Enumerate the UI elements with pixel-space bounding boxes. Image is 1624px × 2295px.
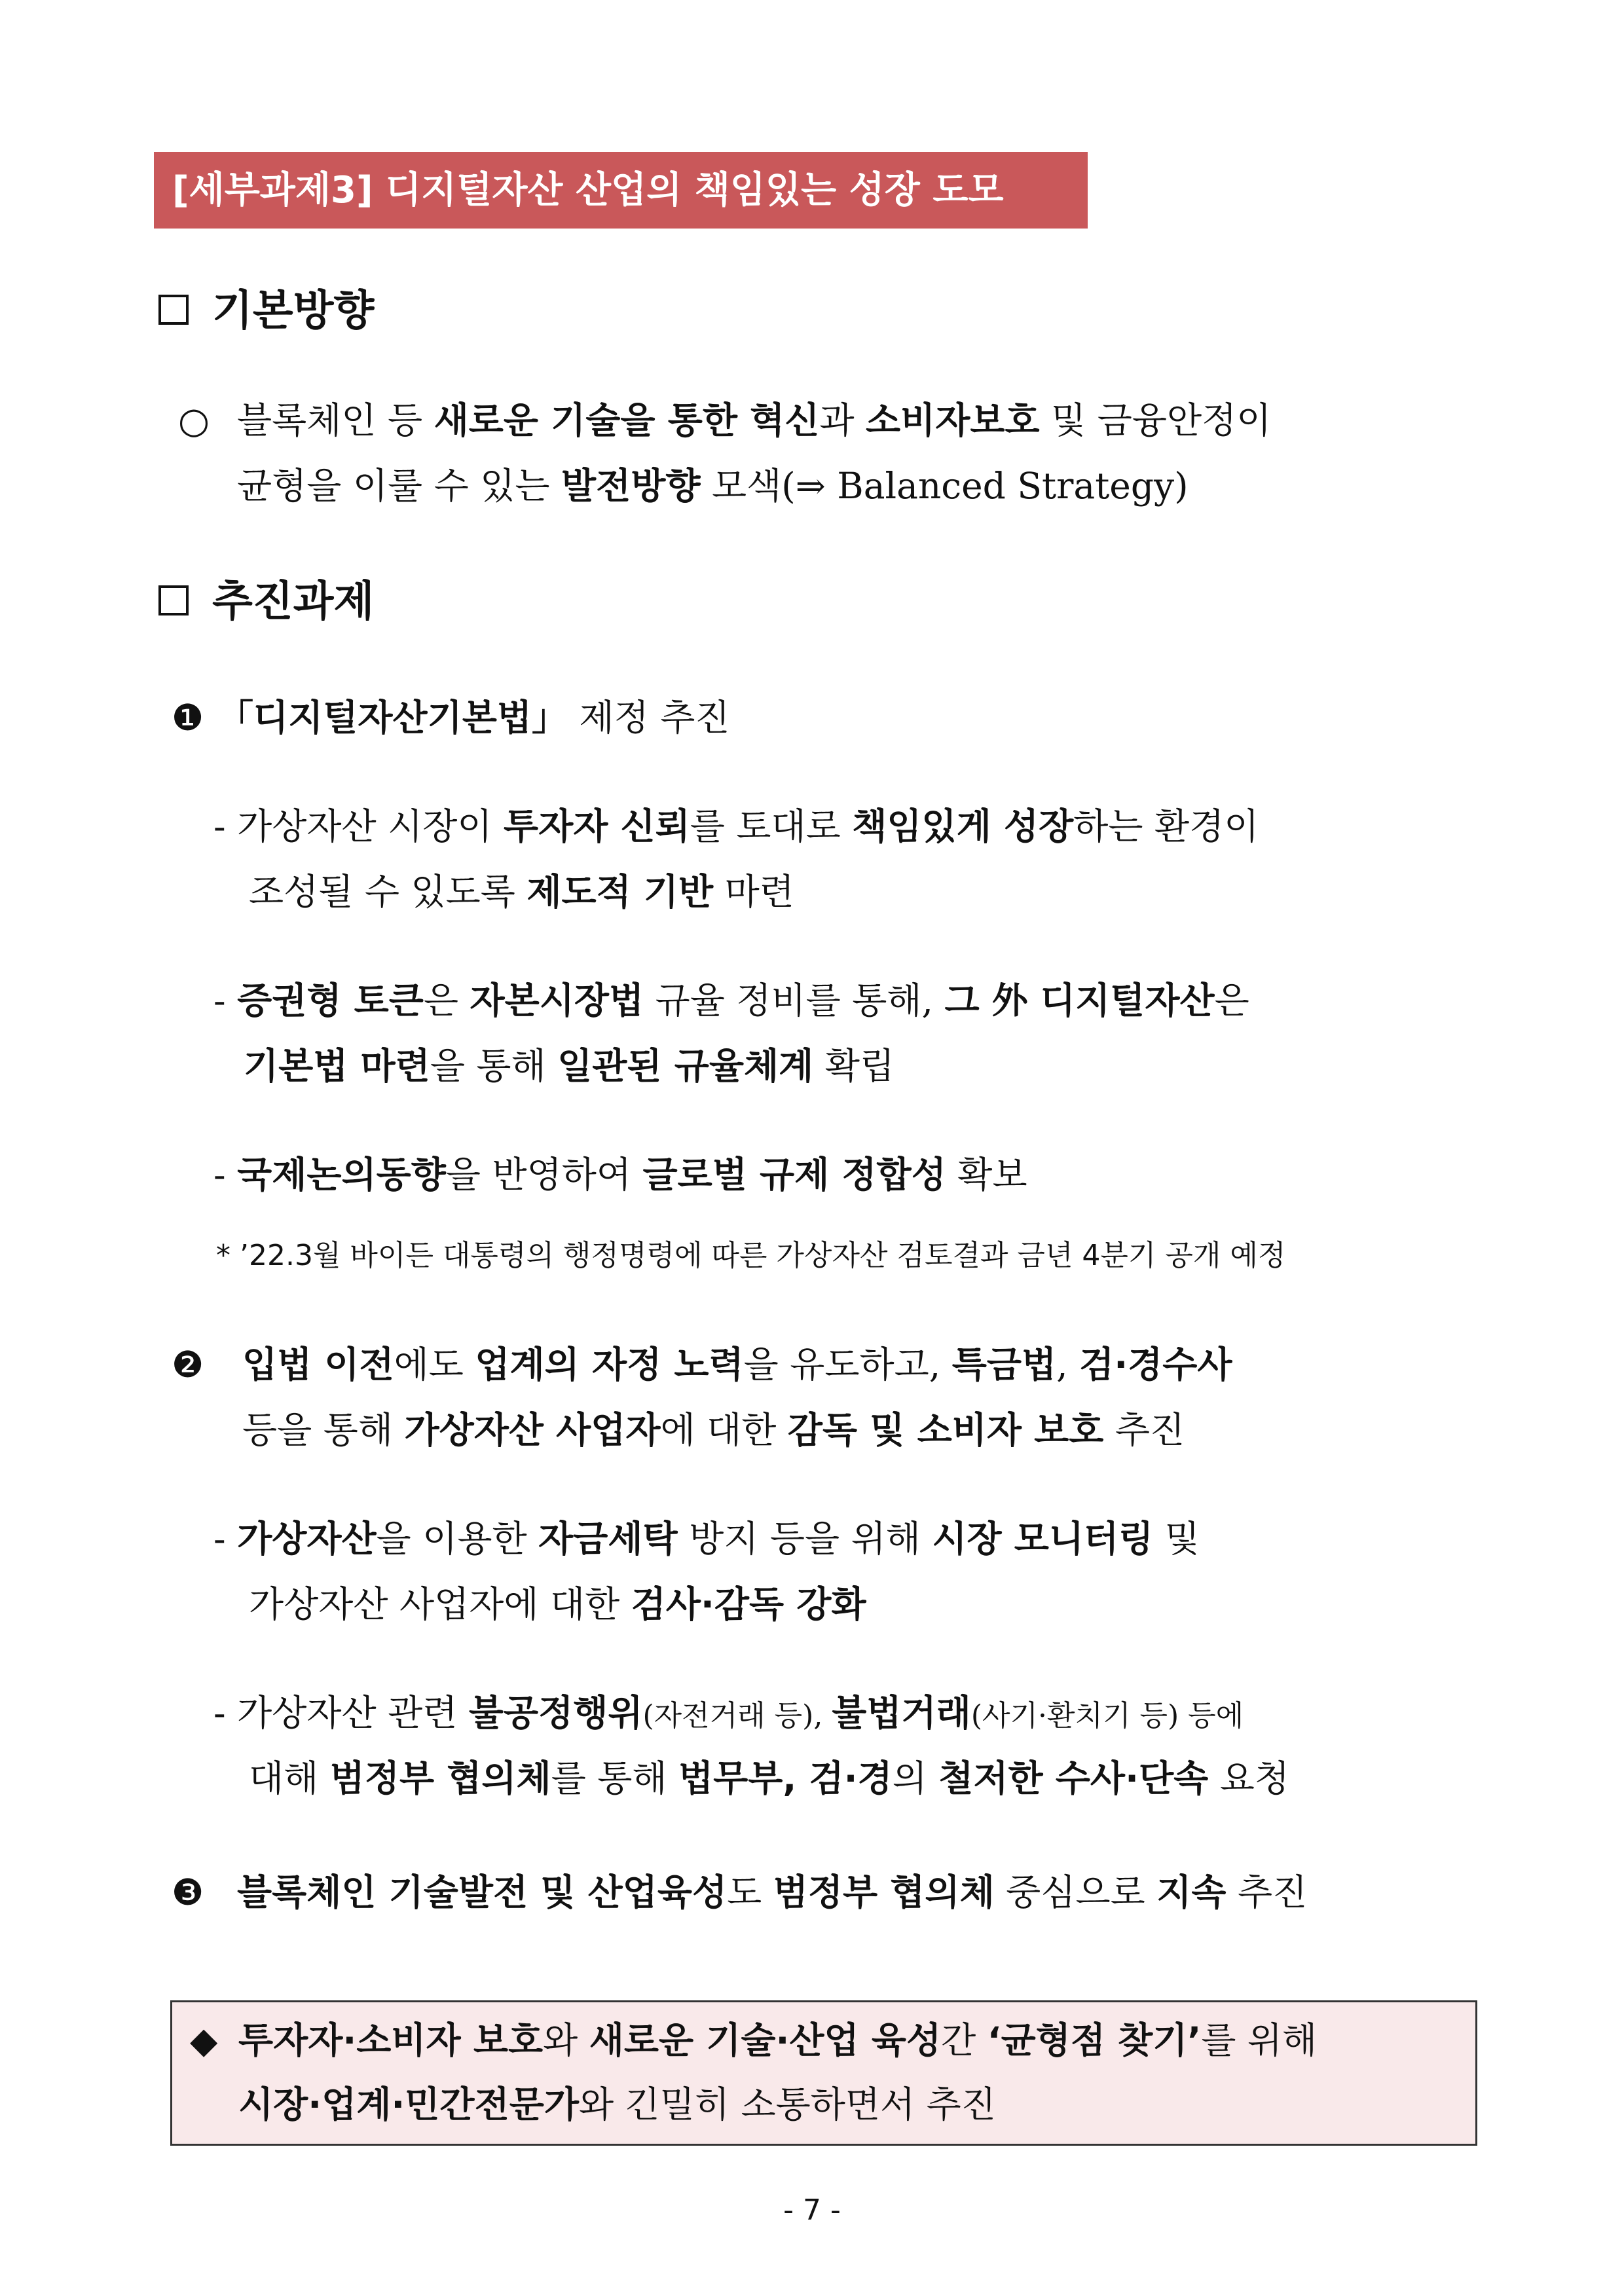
circle-bullet-icon: ○ [178, 399, 210, 441]
task2-sub1-line2: 가상자산 사업자에 대한 검사·감독 강화 [249, 1583, 866, 1625]
task2-sub2-line1: - 가상자산 관련 불공정행위(자전거래 등), 불법거래(사기·환치기 등) 등에 [213, 1692, 1244, 1734]
circled-number-2-icon: ❷ [172, 1344, 204, 1386]
tasks-heading: 추진과제 [158, 572, 374, 631]
task1-sub1-line2: 조성될 수 있도록 제도적 기반 마련 [249, 871, 794, 913]
task1-sub2-line2: 기본법 마련을 통해 일관된 규율체계 확립 [244, 1045, 895, 1087]
task2-line1: ❷ 입법 이전에도 업계의 자정 노력을 유도하고, 특금법, 검·경수사 [172, 1341, 1232, 1388]
checkbox-square-icon [158, 585, 189, 615]
task1-sub1-line1: - 가상자산 시장이 투자자 신뢰를 토대로 책임있게 성장하는 환경이 [213, 805, 1259, 847]
task2-sub2-line2: 대해 범정부 협의체를 통해 법무부, 검·경의 철저한 수사·단속 요청 [249, 1757, 1289, 1799]
basic-direction-bullet-line1: ○ 블록체인 등 새로운 기술을 통한 혁신과 소비자보호 및 금융안정이 [178, 397, 1271, 444]
circled-number-3-icon: ❸ [172, 1871, 204, 1913]
diamond-bullet-icon: ◆ [190, 2019, 218, 2061]
task1-sub2-line1: - 증권형 토큰은 자본시장법 규율 정비를 통해, 그 外 디지털자산은 [213, 980, 1249, 1021]
task2-line2: 등을 통해 가상자산 사업자에 대한 감독 및 소비자 보호 추진 [242, 1409, 1185, 1451]
callout-line1: ◆ 투자자·소비자 보호와 새로운 기술·산업 육성간 ‘균형점 찾기’를 위해 [190, 2017, 1317, 2064]
page-number: - 7 - [783, 2194, 841, 2227]
basic-direction-heading: 기본방향 [158, 282, 374, 340]
circled-number-1-icon: ❶ [172, 697, 204, 739]
task1-title: ❶ 「디지털자산기본법」 제정 추진 [172, 694, 730, 741]
checkbox-square-icon [158, 295, 189, 325]
callout-line2: 시장·업계·민간전문가와 긴밀히 소통하면서 추진 [238, 2084, 996, 2125]
basic-direction-bullet-line2: 균형을 이룰 수 있는 발전방향 모색(⇒ Balanced Strategy) [237, 465, 1189, 507]
task2-sub1-line1: - 가상자산을 이용한 자금세탁 방지 등을 위해 시장 모니터링 및 [213, 1518, 1200, 1560]
task1-footnote: * ’22.3월 바이든 대통령의 행정명령에 따른 가상자산 검토결과 금년 4분기 공개 예정 [216, 1239, 1286, 1272]
task3-line1: ❸ 블록체인 기술발전 및 산업육성도 범정부 협의체 중심으로 지속 추진 [172, 1869, 1307, 1916]
task1-sub3-line1: - 국제논의동향을 반영하여 글로벌 규제 정합성 확보 [213, 1154, 1027, 1196]
section-banner: [세부과제3] 디지털자산 산업의 책임있는 성장 도모 [154, 152, 1088, 229]
